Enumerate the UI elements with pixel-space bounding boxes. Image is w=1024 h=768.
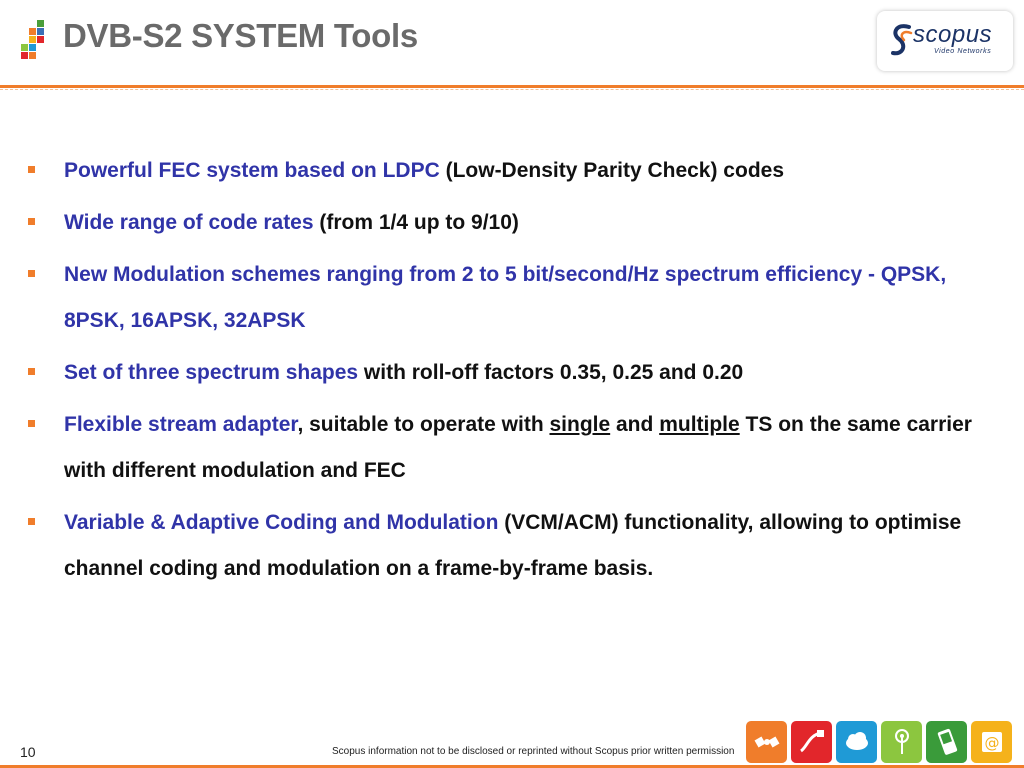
bullet-text: TS on the same carrier with different modulation and FEC xyxy=(64,413,972,482)
bullet-text: , suitable to operate with xyxy=(297,413,550,436)
bullet-item xyxy=(28,500,988,592)
bullet-text: (from 1/4 up to 9/10) xyxy=(313,211,519,234)
bullet-highlight-text: Set of three spectrum shapes xyxy=(64,361,359,384)
logo-wordmark: scopus xyxy=(913,21,993,48)
svg-text:@: @ xyxy=(984,734,999,752)
bullet-marker-icon xyxy=(28,420,35,427)
slide-title: DVB-S2 SYSTEM Tools xyxy=(63,17,418,54)
bullet-item xyxy=(28,148,988,194)
header-divider xyxy=(0,85,1024,88)
at-sign-icon xyxy=(971,721,1012,763)
bullet-marker-icon xyxy=(28,166,35,173)
bullet-item xyxy=(28,252,988,344)
company-logo xyxy=(877,11,1013,71)
cable-icon xyxy=(791,721,832,763)
bullet-highlight-text: Variable & Adaptive Coding and Modulation xyxy=(64,511,499,534)
cloud-icon xyxy=(836,721,877,763)
bullet-highlight-text: Wide range of code rates xyxy=(64,211,314,234)
footer-icon-strip xyxy=(746,721,1012,763)
page-number: 10 xyxy=(20,744,36,760)
bullet-item xyxy=(28,402,988,494)
header-divider-dashed xyxy=(0,89,1024,90)
bullet-text: and xyxy=(610,413,660,436)
bullet-highlight-text: Flexible stream adapter xyxy=(64,413,298,436)
color-squares-icon xyxy=(15,20,49,62)
mobile-phone-icon xyxy=(926,721,967,763)
bullet-text: (VCM/ACM) functionality, allowing to optimise channel coding and modulation on a frame-by-frame basis. xyxy=(64,511,962,580)
bullet-highlight-text: Powerful FEC system based on LDPC xyxy=(64,159,440,182)
bullet-marker-icon xyxy=(28,218,35,225)
logo-swirl-icon xyxy=(889,21,915,61)
bullet-text: (Low-Density Parity Check) codes xyxy=(439,159,785,182)
bullet-text: single xyxy=(549,413,611,436)
bullet-text: multiple xyxy=(659,413,740,436)
bullet-list xyxy=(28,148,988,598)
bullet-marker-icon xyxy=(28,270,35,277)
bullet-highlight-text: New Modulation schemes ranging from 2 to 5 bit/second/Hz spectrum efficiency - QPSK, 8PSK, 16APSK, 32APSK xyxy=(64,263,947,332)
bullet-text: with roll-off factors 0.35, 0.25 and 0.20 xyxy=(358,361,744,384)
logo-tagline: Video Networks xyxy=(934,48,992,55)
satellite-icon xyxy=(746,721,787,763)
bullet-item xyxy=(28,350,988,396)
bullet-item xyxy=(28,200,988,246)
confidentiality-note: Scopus information not to be disclosed or reprinted without Scopus prior written permission xyxy=(332,746,735,757)
bullet-marker-icon xyxy=(28,518,35,525)
bullet-marker-icon xyxy=(28,368,35,375)
antenna-icon xyxy=(881,721,922,763)
